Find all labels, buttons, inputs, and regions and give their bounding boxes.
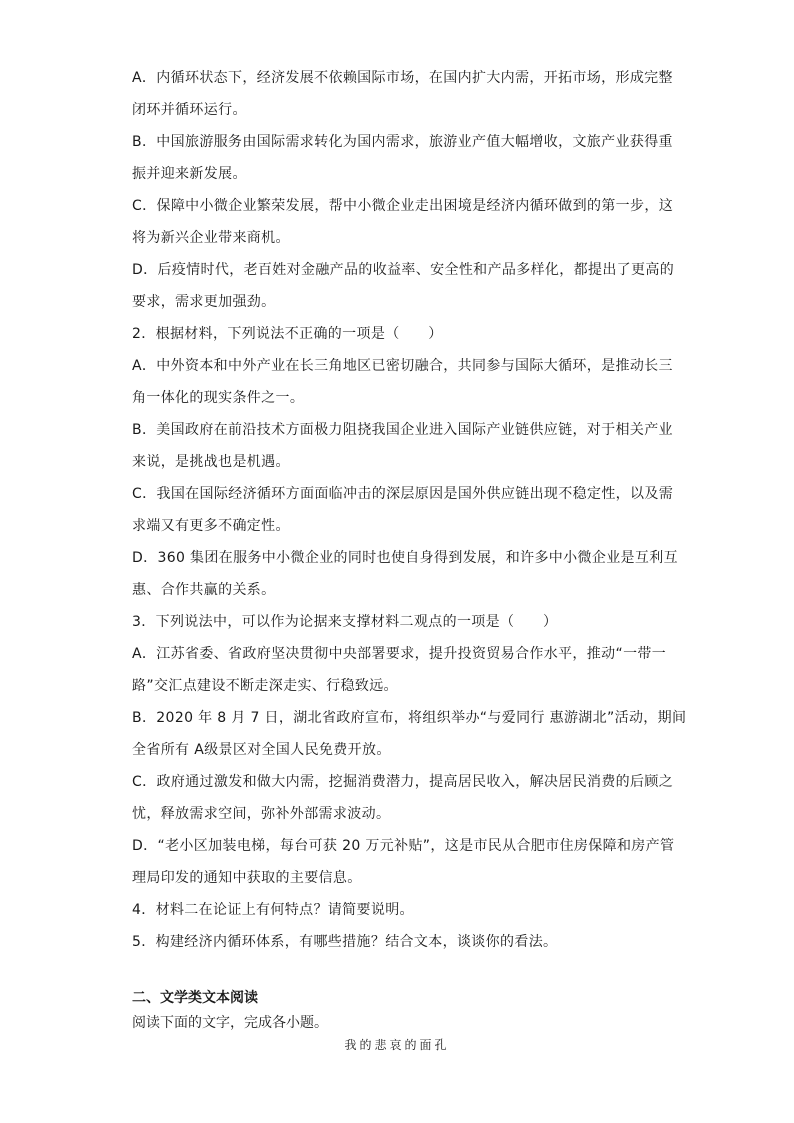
q2-option-d [132, 542, 678, 606]
q1-option-c [132, 190, 674, 254]
q2-option-b [132, 414, 673, 478]
text-line: 惠、合作共赢的关系。 [132, 582, 276, 598]
text-line: 闭环并循环运行。 [132, 102, 247, 118]
q3-option-a [132, 638, 667, 702]
section-intro: 阅读下面的文字，完成各小题。 [132, 1015, 328, 1031]
text-line: 来说，是挑战也是机遇。 [132, 454, 290, 470]
q1-option-b [132, 126, 673, 190]
text-line: A．江苏省委、省政府坚决贯彻中央部署要求，提升投资贸易合作水平，推动“一带一 [132, 646, 667, 662]
question-4: 4．材料二在论证上有何特点？请简要说明。 [132, 902, 414, 918]
text-line: C．政府通过激发和做大内需，挖掘消费潜力，提高居民收入，解决居民消费的后顾之 [132, 774, 674, 790]
text-line: 将为新兴企业带来商机。 [132, 230, 290, 246]
text-line: D．“老小区加装电梯，每台可获 20 万元补贴”，这是市民从合肥市住房保障和房产管 [132, 838, 675, 854]
section-spacer [132, 958, 664, 986]
story-title: 我的悲哀的面孔 [344, 1038, 450, 1052]
text-line: D．360 集团在服务中小微企业的同时也使自身得到发展，和许多中小微企业是互利互 [132, 550, 678, 566]
q1-option-d [132, 254, 675, 318]
text-line: A．内循环状态下，经济发展不依赖国际市场，在国内扩大内需，开拓市场，形成完整 [132, 70, 673, 86]
text-line: C．我国在国际经济循环方面面临冲击的深层原因是国外供应链出现不稳定性，以及需 [132, 486, 674, 502]
q3-option-d [132, 830, 675, 894]
q2-option-a [132, 350, 673, 414]
text-line: B．2020 年 8 月 7 日，湖北省政府宣布，将组织举办“与爱同行 惠游湖北”活动，期间 [132, 710, 687, 726]
question-5: 5．构建经济内循环体系，有哪些措施？结合文本，谈谈你的看法。 [132, 934, 558, 950]
text-line: 振并迎来新发展。 [132, 166, 247, 182]
page-content [132, 62, 687, 1036]
q3-option-b [132, 702, 687, 766]
text-line: D．后疫情时代，老百姓对金融产品的收益率、安全性和产品多样化，都提出了更高的 [132, 262, 675, 278]
text-line: B．中国旅游服务由国际需求转化为国内需求，旅游业产值大幅增收，文旅产业获得重 [132, 134, 673, 150]
section-heading: 二、文学类文本阅读 [132, 990, 258, 1006]
q1-option-a [132, 62, 673, 126]
q2-option-c [132, 478, 674, 542]
text-line: 要求，需求更加强劲。 [132, 294, 276, 310]
text-line: 全省所有 A级景区对全国人民免费开放。 [132, 742, 391, 758]
text-line: C．保障中小微企业繁荣发展，帮中小微企业走出困境是经济内循环做到的第一步，这 [132, 198, 674, 214]
text-line: A．中外资本和中外产业在长三角地区已密切融合，共同参与国际大循环，是推动长三 [132, 358, 673, 374]
question-2-stem: 2．根据材料，下列说法不正确的一项是（ ） [132, 326, 443, 342]
text-line: 路”交汇点建设不断走深走实、行稳致远。 [132, 678, 398, 694]
text-line: 理局印发的通知中获取的主要信息。 [132, 870, 362, 886]
text-line: 忧，释放需求空间，弥补外部需求波动。 [132, 806, 391, 822]
q3-option-c [132, 766, 674, 830]
text-line: B．美国政府在前沿技术方面极力阻挠我国企业进入国际产业链供应链，对于相关产业 [132, 422, 673, 438]
text-line: 角一体化的现实条件之一。 [132, 390, 305, 406]
question-3-stem: 3．下列说法中，可以作为论据来支撑材料二观点的一项是（ ） [132, 614, 558, 630]
text-line: 求端又有更多不确定性。 [132, 518, 290, 534]
